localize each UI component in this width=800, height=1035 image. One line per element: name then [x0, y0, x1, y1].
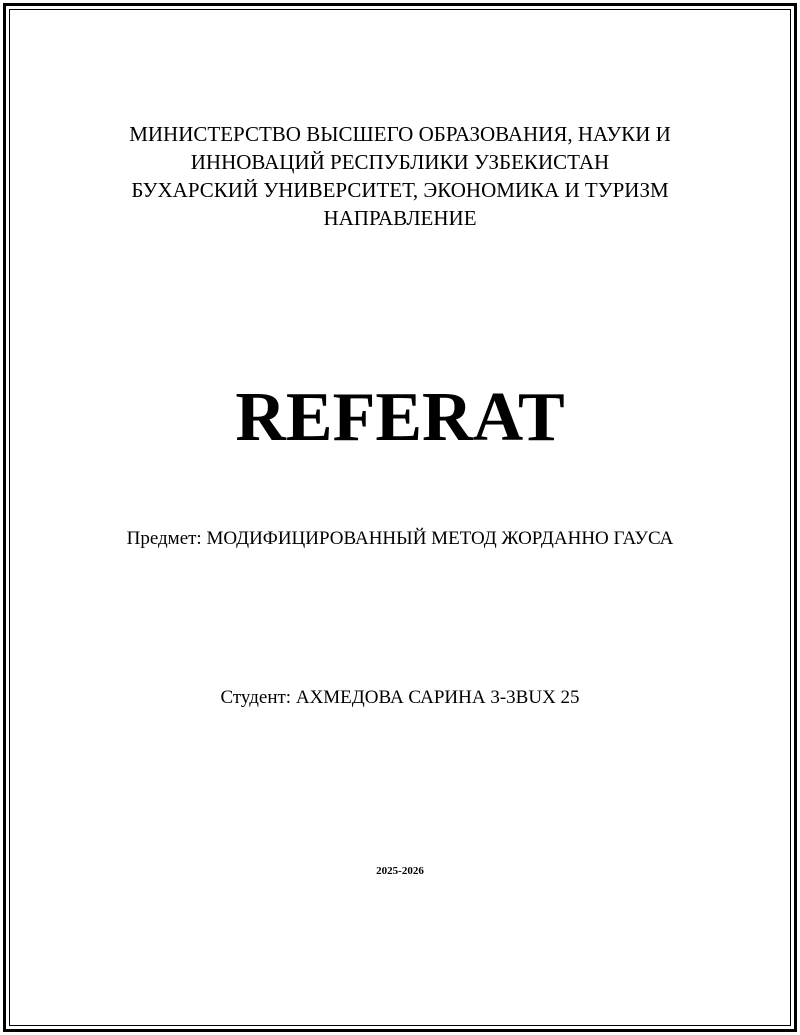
student-value: АХМЕДОВА САРИНА 3-3BUX 25: [295, 687, 580, 708]
subject-value: МОДИФИЦИРОВАННЫЙ МЕТОД ЖОРДАННО ГАУСА: [206, 528, 674, 549]
header-line-republic: ИННОВАЦИЙ РЕСПУБЛИКИ УЗБЕКИСТАН: [190, 150, 610, 174]
student-label: Студент:: [220, 687, 292, 708]
subject-line: [0, 526, 800, 552]
document-title: REFERAT: [235, 379, 565, 456]
subject-label: Предмет:: [126, 528, 202, 549]
institution-header: [0, 120, 800, 232]
header-line-direction: НАПРАВЛЕНИЕ: [323, 206, 477, 230]
header-line-ministry: МИНИСТЕРСТВО ВЫСШЕГО ОБРАЗОВАНИЯ, НАУКИ И: [129, 122, 671, 146]
academic-year: 2025-2026: [376, 865, 424, 877]
header-line-university: БУХАРСКИЙ УНИВЕРСИТЕТ, ЭКОНОМИКА И ТУРИЗМ: [131, 178, 669, 202]
student-line: [0, 685, 800, 711]
